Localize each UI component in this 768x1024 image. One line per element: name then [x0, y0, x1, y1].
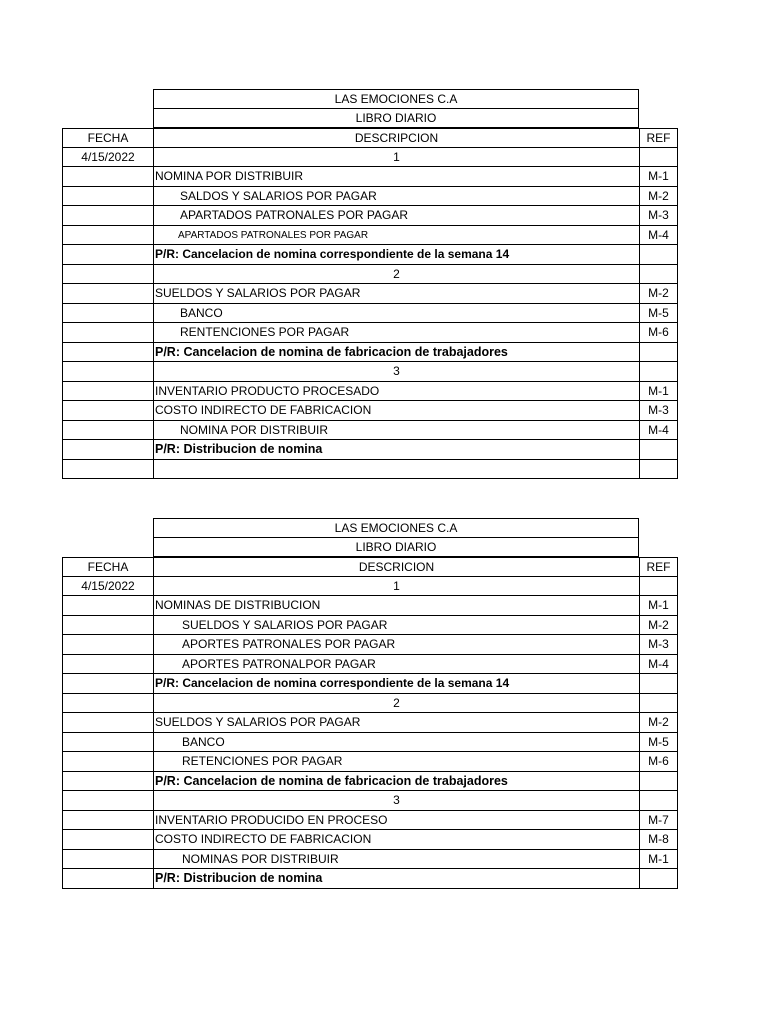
description-cell: P/R: Distribucion de nomina: [153, 869, 639, 889]
description-cell: COSTO INDIRECTO DE FABRICACION: [153, 830, 639, 850]
description-cell: NOMINA POR DISTRIBUIR: [153, 167, 639, 187]
description-cell: [153, 460, 639, 480]
description-cell: 3: [153, 362, 639, 382]
table-row: [62, 772, 678, 792]
fecha-cell: [62, 713, 153, 733]
ledger-rows: [62, 577, 678, 889]
ref-cell: [639, 148, 678, 168]
column-header-ref: REF: [639, 557, 678, 577]
table-row: [62, 752, 678, 772]
company-row: [62, 518, 678, 538]
table-row: [62, 655, 678, 675]
book-title: LIBRO DIARIO: [153, 109, 639, 129]
table-row: [62, 245, 678, 265]
ref-cell: M-1: [639, 382, 678, 402]
fecha-cell: [62, 616, 153, 636]
description-cell: RETENCIONES POR PAGAR: [153, 752, 639, 772]
description-cell: 3: [153, 791, 639, 811]
fecha-cell: [62, 206, 153, 226]
fecha-cell: [62, 596, 153, 616]
fecha-cell: 4/15/2022: [62, 148, 153, 168]
ref-cell: M-2: [639, 616, 678, 636]
column-header-ref: REF: [639, 128, 678, 148]
fecha-cell: [62, 655, 153, 675]
ref-cell: [639, 772, 678, 792]
description-cell: NOMINAS DE DISTRIBUCION: [153, 596, 639, 616]
column-header-fecha: FECHA: [62, 128, 153, 148]
table-row: [62, 596, 678, 616]
description-cell: SUELDOS Y SALARIOS POR PAGAR: [153, 616, 639, 636]
ref-cell: M-1: [639, 850, 678, 870]
fecha-cell: [62, 635, 153, 655]
fecha-cell: [62, 226, 153, 246]
description-cell: INVENTARIO PRODUCIDO EN PROCESO: [153, 811, 639, 831]
description-cell: P/R: Cancelacion de nomina correspondiente de la semana 14: [153, 674, 639, 694]
ref-cell: M-7: [639, 811, 678, 831]
table-row: [62, 791, 678, 811]
table-row: [62, 616, 678, 636]
ref-cell: [639, 343, 678, 363]
fecha-cell: [62, 265, 153, 285]
ledger-table-2: [62, 518, 678, 889]
fecha-cell: [62, 440, 153, 460]
table-row: [62, 167, 678, 187]
ref-cell: M-5: [639, 733, 678, 753]
description-cell: SUELDOS Y SALARIOS POR PAGAR: [153, 284, 639, 304]
ref-cell: M-2: [639, 284, 678, 304]
fecha-cell: [62, 421, 153, 441]
ref-cell: [639, 362, 678, 382]
ref-cell: [639, 460, 678, 480]
ref-cell: M-4: [639, 226, 678, 246]
fecha-cell: [62, 674, 153, 694]
ledger-table-1: [62, 89, 678, 479]
table-row: [62, 206, 678, 226]
description-cell: P/R: Cancelacion de nomina correspondiente de la semana 14: [153, 245, 639, 265]
table-row: [62, 265, 678, 285]
table-row: [62, 694, 678, 714]
ref-cell: M-2: [639, 187, 678, 207]
table-row: [62, 187, 678, 207]
fecha-cell: [62, 304, 153, 324]
ref-cell: M-5: [639, 304, 678, 324]
table-row: [62, 401, 678, 421]
table-row: [62, 577, 678, 597]
ref-cell: M-6: [639, 323, 678, 343]
description-cell: RENTENCIONES POR PAGAR: [153, 323, 639, 343]
ref-cell: M-2: [639, 713, 678, 733]
table-row: [62, 343, 678, 363]
ref-cell: M-1: [639, 167, 678, 187]
fecha-cell: [62, 791, 153, 811]
ref-cell: M-4: [639, 655, 678, 675]
description-cell: NOMINA POR DISTRIBUIR: [153, 421, 639, 441]
fecha-cell: [62, 694, 153, 714]
fecha-cell: [62, 167, 153, 187]
fecha-cell: [62, 245, 153, 265]
table-row: [62, 440, 678, 460]
fecha-cell: 4/15/2022: [62, 577, 153, 597]
fecha-cell: [62, 187, 153, 207]
table-row: [62, 460, 678, 480]
table-row: [62, 869, 678, 889]
table-row: [62, 284, 678, 304]
table-row: [62, 148, 678, 168]
description-cell: 1: [153, 148, 639, 168]
table-row: [62, 421, 678, 441]
table-row: [62, 382, 678, 402]
book-title: LIBRO DIARIO: [153, 538, 639, 558]
table-row: [62, 830, 678, 850]
fecha-cell: [62, 382, 153, 402]
company-name: LAS EMOCIONES C.A: [153, 89, 639, 109]
fecha-cell: [62, 343, 153, 363]
column-header-fecha: FECHA: [62, 557, 153, 577]
column-header-descripcion: DESCRIPCION: [153, 128, 639, 148]
description-cell: APARTADOS PATRONALES POR PAGAR: [153, 206, 639, 226]
ref-cell: M-1: [639, 596, 678, 616]
table-row: [62, 850, 678, 870]
book-row: [62, 109, 678, 129]
fecha-cell: [62, 401, 153, 421]
company-name: LAS EMOCIONES C.A: [153, 518, 639, 538]
description-cell: 1: [153, 577, 639, 597]
fecha-cell: [62, 460, 153, 480]
fecha-cell: [62, 869, 153, 889]
fecha-cell: [62, 752, 153, 772]
description-cell: APORTES PATRONALPOR PAGAR: [153, 655, 639, 675]
fecha-cell: [62, 830, 153, 850]
description-cell: APARTADOS PATRONALES POR PAGAR: [153, 226, 639, 246]
ref-cell: [639, 265, 678, 285]
description-cell: P/R: Cancelacion de nomina de fabricacion de trabajadores: [153, 772, 639, 792]
table-row: [62, 635, 678, 655]
fecha-cell: [62, 811, 153, 831]
column-header-row: [62, 557, 678, 577]
ref-cell: [639, 245, 678, 265]
column-header-descripcion: DESCRICION: [153, 557, 639, 577]
fecha-cell: [62, 733, 153, 753]
company-row: [62, 89, 678, 109]
fecha-cell: [62, 323, 153, 343]
table-row: [62, 713, 678, 733]
description-cell: BANCO: [153, 733, 639, 753]
ref-cell: M-8: [639, 830, 678, 850]
ref-cell: [639, 674, 678, 694]
ref-cell: [639, 694, 678, 714]
table-row: [62, 811, 678, 831]
fecha-cell: [62, 362, 153, 382]
description-cell: SALDOS Y SALARIOS POR PAGAR: [153, 187, 639, 207]
ref-cell: [639, 791, 678, 811]
ref-cell: [639, 869, 678, 889]
description-cell: 2: [153, 265, 639, 285]
description-cell: NOMINAS POR DISTRIBUIR: [153, 850, 639, 870]
ledger-rows: [62, 148, 678, 480]
table-row: [62, 226, 678, 246]
description-cell: INVENTARIO PRODUCTO PROCESADO: [153, 382, 639, 402]
ref-cell: [639, 440, 678, 460]
fecha-cell: [62, 850, 153, 870]
table-row: [62, 323, 678, 343]
description-cell: SUELDOS Y SALARIOS POR PAGAR: [153, 713, 639, 733]
table-row: [62, 674, 678, 694]
description-cell: P/R: Cancelacion de nomina de fabricacion de trabajadores: [153, 343, 639, 363]
table-row: [62, 733, 678, 753]
table-row: [62, 304, 678, 324]
ref-cell: M-3: [639, 206, 678, 226]
description-cell: BANCO: [153, 304, 639, 324]
ref-cell: M-4: [639, 421, 678, 441]
book-row: [62, 538, 678, 558]
column-header-row: [62, 128, 678, 148]
description-cell: P/R: Distribucion de nomina: [153, 440, 639, 460]
fecha-cell: [62, 284, 153, 304]
description-cell: APORTES PATRONALES POR PAGAR: [153, 635, 639, 655]
fecha-cell: [62, 772, 153, 792]
ref-cell: M-3: [639, 635, 678, 655]
ref-cell: [639, 577, 678, 597]
ref-cell: M-3: [639, 401, 678, 421]
ref-cell: M-6: [639, 752, 678, 772]
table-row: [62, 362, 678, 382]
description-cell: 2: [153, 694, 639, 714]
description-cell: COSTO INDIRECTO DE FABRICACION: [153, 401, 639, 421]
